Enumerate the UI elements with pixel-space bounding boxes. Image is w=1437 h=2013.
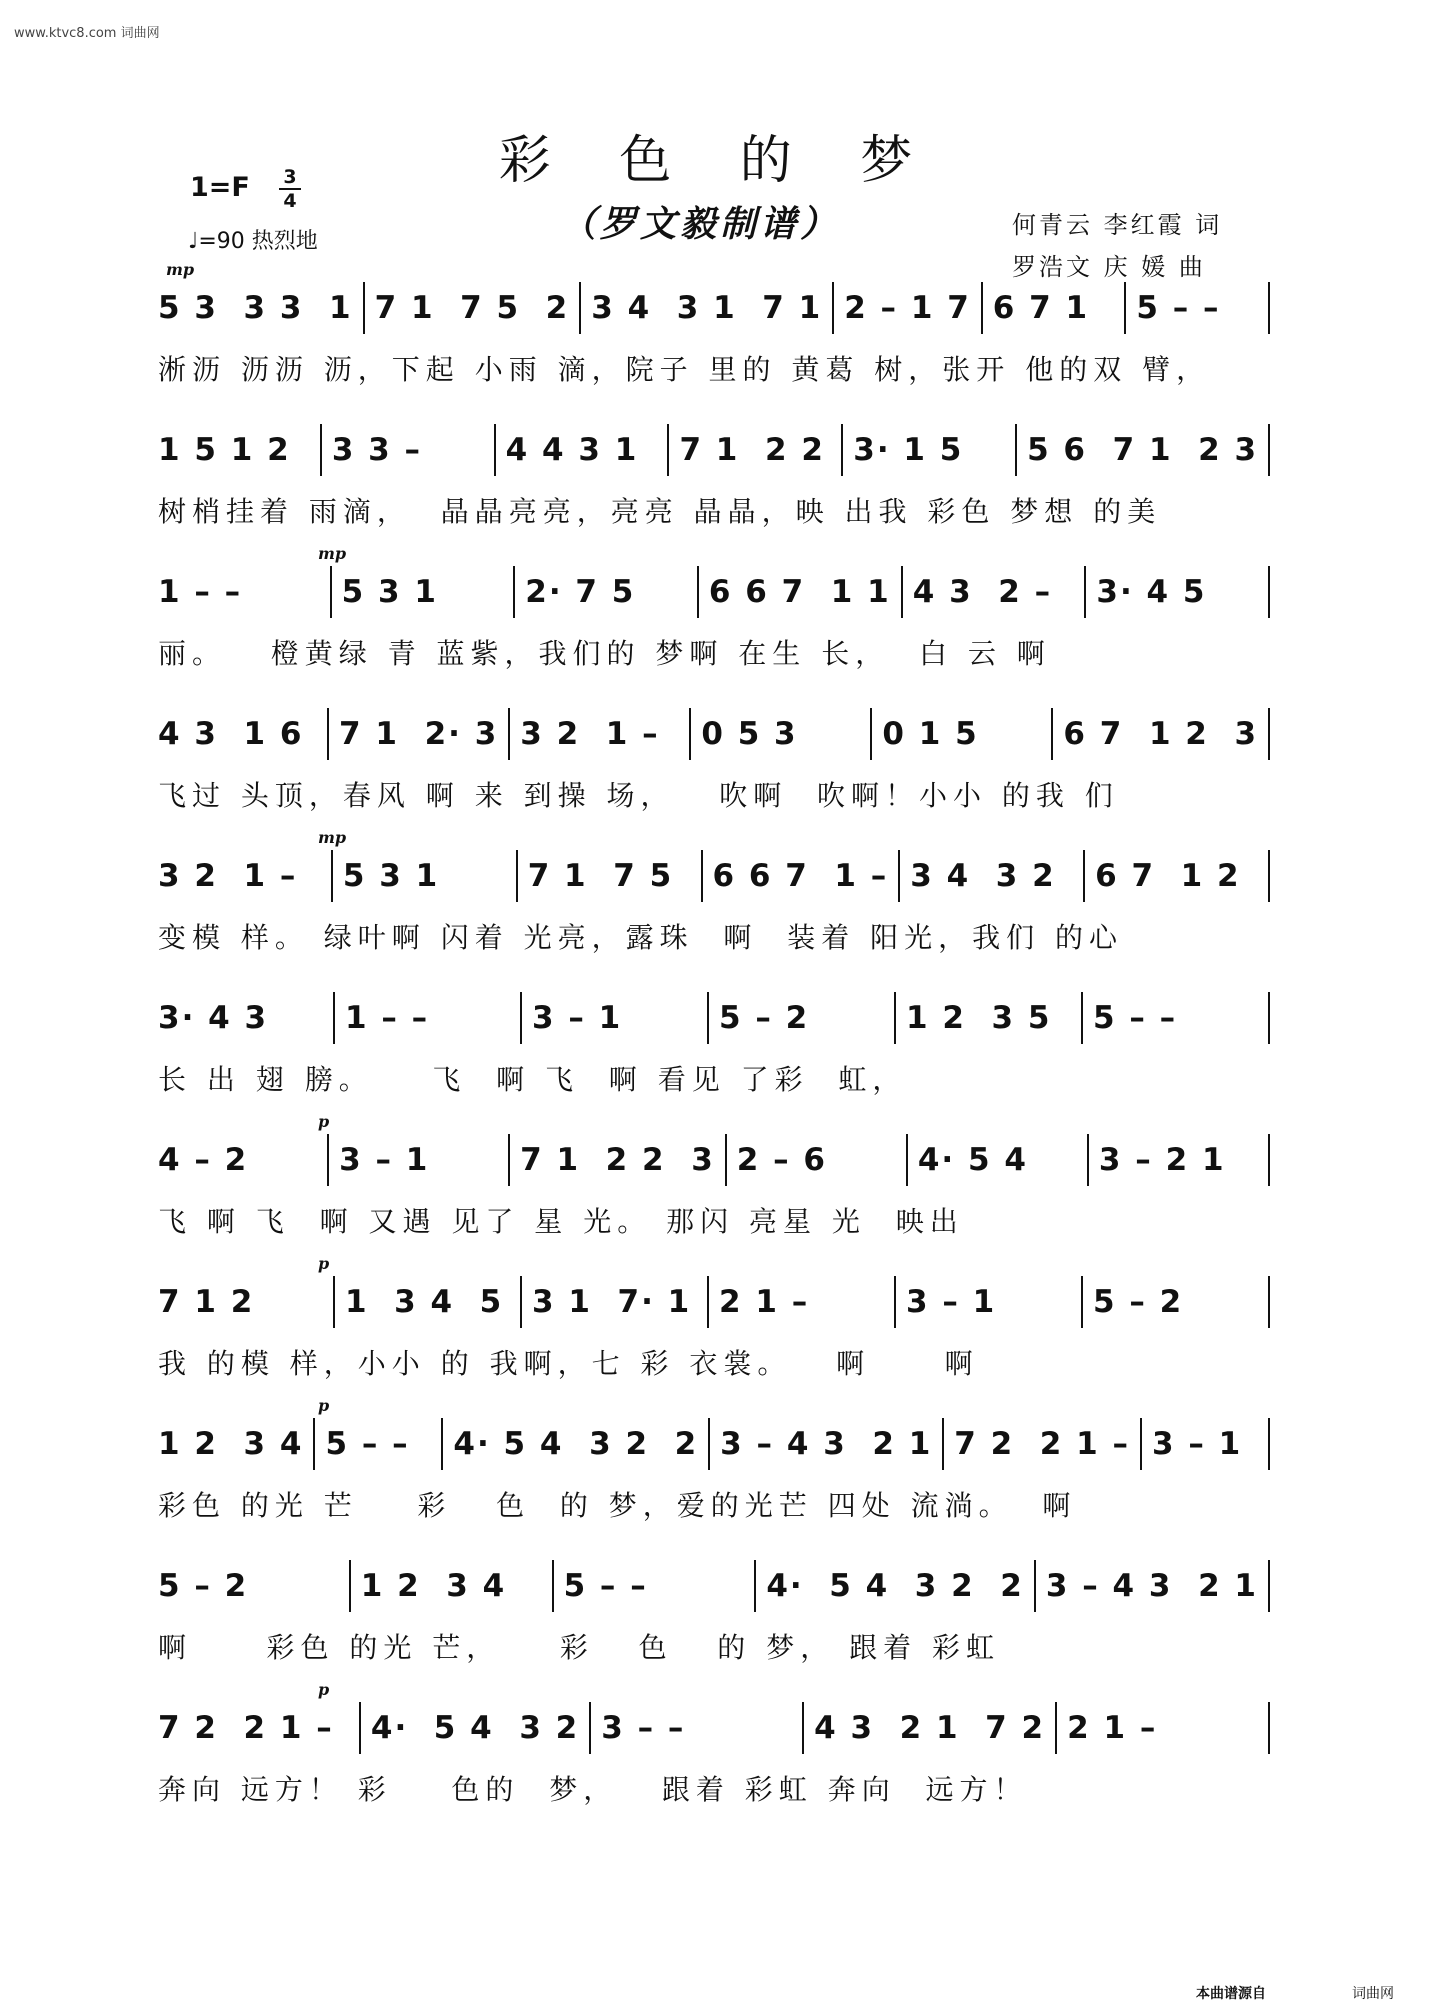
measure: 6 6 7 1 – <box>712 858 889 894</box>
measure: 4· 5 4 <box>917 1142 1028 1178</box>
barline <box>1268 282 1270 334</box>
barline <box>708 1418 710 1470</box>
measure: 3 3 – <box>331 432 423 468</box>
barline <box>1268 1560 1270 1612</box>
measure: 1 2 3 4 <box>360 1568 507 1604</box>
barline <box>508 708 510 760</box>
barline <box>1124 282 1126 334</box>
barline <box>898 850 900 902</box>
barline <box>313 1418 315 1470</box>
barline <box>1268 708 1270 760</box>
barline <box>579 282 581 334</box>
barline <box>894 1276 896 1328</box>
measure: 4 3 1 6 <box>158 716 304 752</box>
measure: 7 1 2 2 3 <box>520 1142 715 1178</box>
barline <box>333 992 335 1044</box>
score-row <box>158 708 1280 814</box>
barline <box>841 424 843 476</box>
time-signature-top: 3 <box>283 166 297 188</box>
lyrics-line: 彩色 的光 芒 彩 色 的 梦，爱的光芒 四处 流淌。 啊 <box>158 1489 1077 1522</box>
dynamic-marking: mp <box>318 544 347 563</box>
barline <box>1268 1702 1270 1754</box>
measure: 2 – 1 7 <box>844 290 971 326</box>
lyrics-line: 变模 样。 绿叶啊 闪着 光亮，露珠 啊 装着 阳光，我们 的心 <box>158 921 1124 954</box>
measure: 3 – 1 <box>906 1284 997 1320</box>
barline <box>1081 992 1083 1044</box>
measure: 5 – – <box>1093 1000 1178 1036</box>
measure: 6 7 1 2 <box>1095 858 1241 894</box>
barline <box>327 1134 329 1186</box>
measure: 4 – 2 <box>158 1142 249 1178</box>
measure: 3 4 3 1 7 1 <box>591 290 823 326</box>
lyrics-line: 淅沥 沥沥 沥，下起 小雨 滴，院子 里的 黄葛 树，张开 他的双 臂， <box>158 353 1211 386</box>
lyrics-line: 啊 彩色 的光 芒， 彩 色 的 梦， 跟着 彩虹 <box>158 1631 1001 1664</box>
measure: 4 3 2 1 7 2 <box>814 1710 1046 1746</box>
notation-line <box>158 1560 1280 1612</box>
song-subtitle: （罗文毅制谱） <box>560 203 841 245</box>
measure: 5 – 2 <box>158 1568 249 1604</box>
measure: 5 6 7 1 2 3 <box>1027 432 1259 468</box>
barline <box>589 1702 591 1754</box>
barline <box>331 850 333 902</box>
dynamic-marking: p <box>318 1254 330 1273</box>
measure: 7 1 2 <box>158 1284 255 1320</box>
measure: 5 – – <box>1136 290 1221 326</box>
barline <box>901 566 903 618</box>
lyrics-line: 丽。 橙黄绿 青 蓝紫，我们的 梦啊 在生 长， 白 云 啊 <box>158 637 1051 670</box>
barline <box>1084 566 1086 618</box>
barline <box>697 566 699 618</box>
measure: 6 7 1 2 3 <box>1063 716 1259 752</box>
barline <box>707 1276 709 1328</box>
measure: 4· 5 4 3 2 <box>370 1710 580 1746</box>
measure: 6 7 1 <box>992 290 1090 326</box>
measure: 3 – 4 3 2 1 <box>720 1426 933 1462</box>
notation-line <box>158 1418 1280 1470</box>
lyrics-line: 飞过 头顶，春风 啊 来 到操 场， 吹啊 吹啊！小小 的我 们 <box>158 779 1119 812</box>
measure: 3 – – <box>601 1710 686 1746</box>
score-row <box>158 1680 1280 1808</box>
lyrics-line: 长 出 翅 膀。 飞 啊 飞 啊 看见 了彩 虹， <box>158 1063 907 1096</box>
measure: 0 1 5 <box>882 716 979 752</box>
measure: 1 2 3 5 <box>906 1000 1052 1036</box>
notation-line <box>158 992 1280 1044</box>
lyrics-line: 飞 啊 飞 啊 又遇 见了 星 光。 那闪 亮星 光 映出 <box>158 1205 964 1238</box>
barline <box>330 566 332 618</box>
barline <box>1034 1560 1036 1612</box>
measure: 3 1 7· 1 <box>532 1284 692 1320</box>
score-row <box>158 992 1280 1098</box>
measure: 3 2 1 – <box>158 858 298 894</box>
barline <box>327 708 329 760</box>
barline <box>552 1560 554 1612</box>
barline <box>725 1134 727 1186</box>
measure: 7 1 7 5 2 <box>374 290 570 326</box>
barline <box>1015 424 1017 476</box>
measure: 3· 4 5 <box>1096 574 1207 610</box>
barline <box>894 992 896 1044</box>
measure: 4 3 2 – <box>912 574 1053 610</box>
barline <box>667 424 669 476</box>
score-row <box>158 544 1280 672</box>
measure: 3 – 1 <box>532 1000 623 1036</box>
barline <box>516 850 518 902</box>
measure: 1 2 3 4 <box>158 1426 304 1462</box>
score-row <box>158 828 1280 956</box>
measure: 1 5 1 2 <box>158 432 291 468</box>
notation-line <box>158 1134 1280 1186</box>
barline <box>754 1560 756 1612</box>
barline <box>520 1276 522 1328</box>
barline <box>1051 708 1053 760</box>
measure: 7 2 2 1 – <box>954 1426 1131 1462</box>
measure: 2 1 – <box>1067 1710 1158 1746</box>
dynamic-marking: mp <box>166 260 195 279</box>
score-row <box>158 1560 1280 1666</box>
lyrics-line: 我 的模 样，小小 的 我啊，七 彩 衣裳。 啊 啊 <box>158 1347 979 1380</box>
barline <box>520 992 522 1044</box>
measure: 7 1 2 2 <box>679 432 825 468</box>
notation-line <box>158 566 1280 618</box>
barline <box>359 1702 361 1754</box>
score-row <box>158 1396 1280 1524</box>
footer-source: 本曲谱源自 <box>1196 1986 1266 2002</box>
notation-line <box>158 282 1280 334</box>
measure: 4· 5 4 3 2 2 <box>766 1568 1024 1604</box>
barline <box>832 282 834 334</box>
dynamic-marking: p <box>318 1396 330 1415</box>
barline <box>1268 566 1270 618</box>
barline <box>1268 1276 1270 1328</box>
measure: 3 – 1 <box>1152 1426 1243 1462</box>
measure: 5 – – <box>325 1426 410 1462</box>
measure: 7 1 7 5 <box>527 858 674 894</box>
barline <box>981 282 983 334</box>
credit-composer: 罗浩文 庆 媛 曲 <box>1012 253 1206 281</box>
barline <box>441 1418 443 1470</box>
measure: 4· 5 4 3 2 2 <box>453 1426 699 1462</box>
measure: 7 1 2· 3 <box>339 716 499 752</box>
barline <box>1268 1418 1270 1470</box>
time-signature-bottom: 4 <box>283 190 297 212</box>
footer-site: 词曲网 <box>1352 1986 1394 2002</box>
barline <box>1055 1702 1057 1754</box>
barline <box>513 566 515 618</box>
barline <box>942 1418 944 1470</box>
notation-line <box>158 708 1280 760</box>
measure: 5 – 2 <box>1093 1284 1184 1320</box>
credit-lyricist: 何青云 李红霞 词 <box>1012 211 1223 239</box>
barline <box>1087 1134 1089 1186</box>
measure: 2 1 – <box>719 1284 810 1320</box>
notation-line <box>158 1276 1280 1328</box>
barline <box>508 1134 510 1186</box>
notation-line <box>158 1702 1280 1754</box>
measure: 3 – 1 <box>339 1142 430 1178</box>
measure: 3 2 1 – <box>520 716 660 752</box>
notation-line <box>158 850 1280 902</box>
barline <box>689 708 691 760</box>
measure: 6 6 7 1 1 <box>708 574 891 610</box>
site-watermark: www.ktvc8.com 词曲网 <box>14 26 160 41</box>
barline <box>707 992 709 1044</box>
dynamic-marking: mp <box>318 828 347 847</box>
lyrics-line: 奔向 远方！ 彩 色的 梦， 跟着 彩虹 奔向 远方！ <box>158 1773 1028 1806</box>
barline <box>1268 850 1270 902</box>
score-row <box>158 424 1280 530</box>
barline <box>333 1276 335 1328</box>
notation-line <box>158 424 1280 476</box>
barline <box>1268 424 1270 476</box>
barline <box>802 1702 804 1754</box>
measure: 5 3 1 <box>341 574 438 610</box>
barline <box>320 424 322 476</box>
measure: 5 3 1 <box>342 858 440 894</box>
key-signature: 1=F <box>190 172 250 203</box>
song-title: 彩 色 的 梦 <box>498 131 939 191</box>
barline <box>1083 850 1085 902</box>
measure: 7 2 2 1 – <box>158 1710 334 1746</box>
barline <box>494 424 496 476</box>
barline <box>701 850 703 902</box>
barline <box>906 1134 908 1186</box>
score-row <box>158 1112 1280 1240</box>
dynamic-marking: p <box>318 1680 330 1699</box>
barline <box>870 708 872 760</box>
barline <box>1081 1276 1083 1328</box>
measure: 5 – – <box>563 1568 648 1604</box>
measure: 3 – 4 3 2 1 <box>1045 1568 1258 1604</box>
measure: 5 – 2 <box>719 1000 810 1036</box>
barline <box>1140 1418 1142 1470</box>
measure: 1 – – <box>158 574 243 610</box>
barline <box>1268 1134 1270 1186</box>
score-row <box>158 1254 1280 1382</box>
measure: 1 – – <box>345 1000 430 1036</box>
measure: 5 3 3 3 1 <box>158 290 353 326</box>
barline <box>349 1560 351 1612</box>
barline <box>363 282 365 334</box>
measure: 3· 4 3 <box>158 1000 269 1036</box>
lyrics-line: 树梢挂着 雨滴， 晶晶亮亮，亮亮 晶晶，映 出我 彩色 梦想 的美 <box>158 495 1162 528</box>
tempo-marking: ♩=90 热烈地 <box>188 229 318 254</box>
measure: 1 3 4 5 <box>345 1284 504 1320</box>
measure: 3 – 2 1 <box>1098 1142 1226 1178</box>
measure: 0 5 3 <box>701 716 798 752</box>
measure: 2· 7 5 <box>525 574 636 610</box>
measure: 2 – 6 <box>736 1142 827 1178</box>
time-signature <box>275 166 305 212</box>
measure: 4 4 3 1 <box>505 432 639 468</box>
measure: 3· 1 5 <box>853 432 964 468</box>
dynamic-marking: p <box>318 1112 330 1131</box>
credits <box>1012 204 1222 288</box>
barline <box>1268 992 1270 1044</box>
measure: 3 4 3 2 <box>910 858 1056 894</box>
